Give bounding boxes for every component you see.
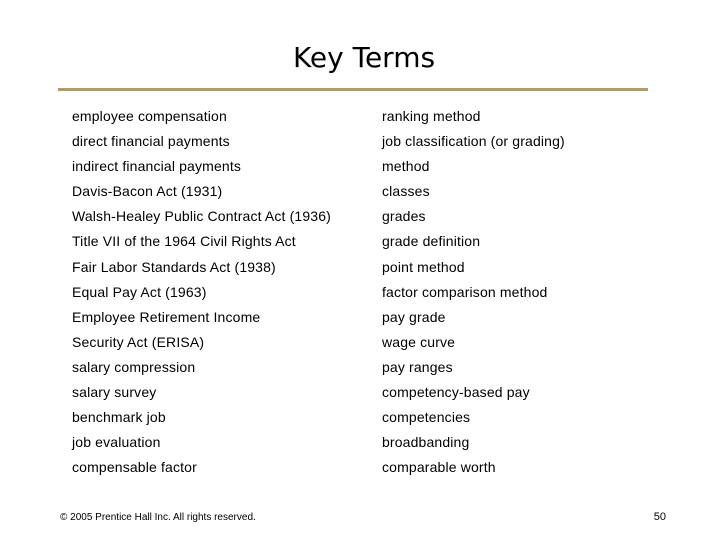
term-item: grade definition xyxy=(382,233,481,250)
term-item: benchmark job xyxy=(72,409,166,426)
term-item: compensable factor xyxy=(72,459,197,476)
left-terms-column xyxy=(72,104,372,480)
title-divider xyxy=(58,88,648,91)
term-item: Davis-Bacon Act (1931) xyxy=(72,183,223,200)
term-item: broadbanding xyxy=(382,434,470,451)
term-item: Title VII of the 1964 Civil Rights Act xyxy=(72,233,296,250)
term-item: job classification (or grading) xyxy=(382,133,565,150)
term-item: job evaluation xyxy=(72,434,161,451)
term-item: method xyxy=(382,158,430,175)
copyright-notice: © 2005 Prentice Hall Inc. All rights reserved. xyxy=(60,512,256,523)
term-item: competencies xyxy=(382,409,471,426)
term-item: grades xyxy=(382,208,426,225)
term-item: wage curve xyxy=(382,333,456,350)
term-item: pay grade xyxy=(382,308,446,325)
term-item: competency-based pay xyxy=(382,384,530,401)
term-item: ranking method xyxy=(382,108,481,124)
term-item: Fair Labor Standards Act (1938) xyxy=(72,258,276,275)
slide-title: Key Terms xyxy=(292,41,436,74)
term-item: indirect financial payments xyxy=(72,158,242,175)
term-item: direct financial payments xyxy=(72,133,230,150)
term-item: Walsh-Healey Public Contract Act (1936) xyxy=(72,208,331,225)
term-item: factor comparison method xyxy=(382,283,548,300)
term-item: Employee Retirement Income xyxy=(72,308,261,325)
term-item: Equal Pay Act (1963) xyxy=(72,283,207,300)
term-item: pay ranges xyxy=(382,358,453,375)
term-item: point method xyxy=(382,258,465,275)
term-item: salary compression xyxy=(72,358,196,375)
page-number: 50 xyxy=(653,511,666,523)
term-item: employee compensation xyxy=(72,108,227,124)
term-item: salary survey xyxy=(72,384,157,401)
right-terms-column xyxy=(382,104,682,480)
term-item: comparable worth xyxy=(382,459,496,476)
term-item: classes xyxy=(382,183,430,200)
term-item: Security Act (ERISA) xyxy=(72,333,205,350)
